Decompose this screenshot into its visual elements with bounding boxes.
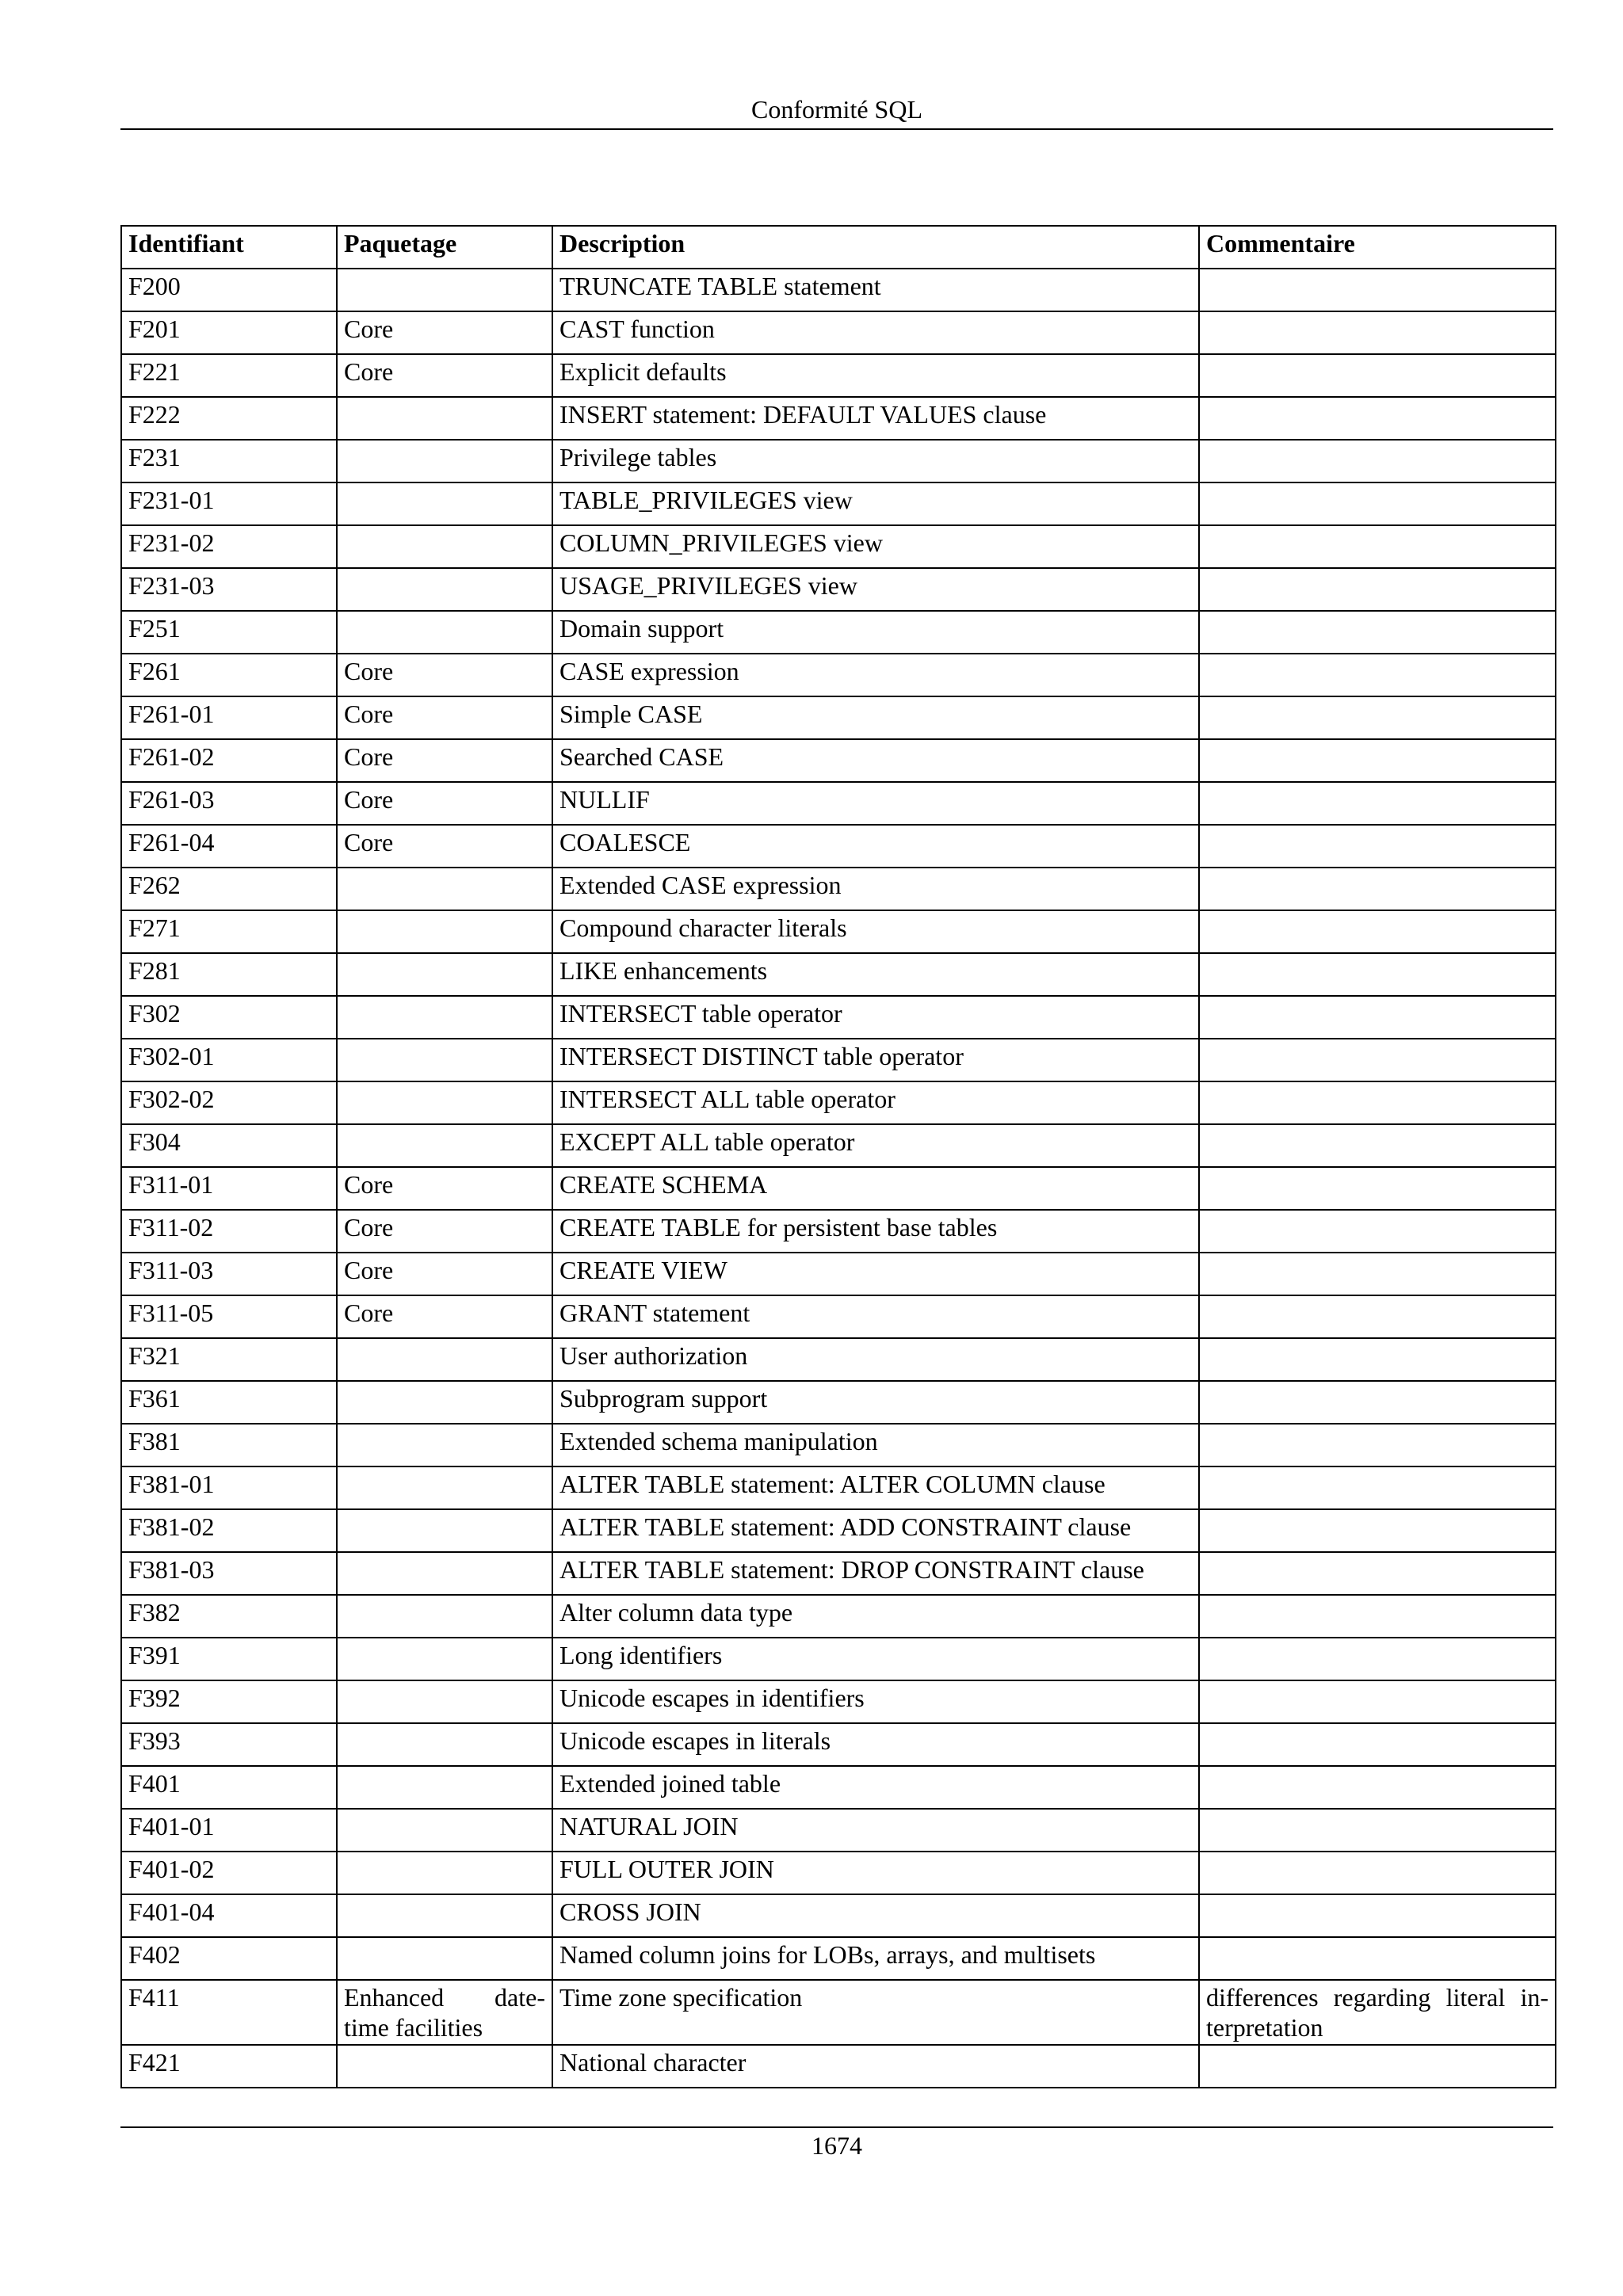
table-row — [121, 1381, 1556, 1424]
cell-description: Alter column data type — [552, 1595, 1199, 1638]
cell-commentaire — [1199, 611, 1556, 654]
cell-paquetage — [337, 868, 552, 910]
cell-paquetage — [337, 1552, 552, 1595]
cell-identifiant: F221 — [121, 354, 337, 397]
cell-identifiant: F391 — [121, 1638, 337, 1680]
cell-description: Unicode escapes in identifiers — [552, 1680, 1199, 1723]
column-header-identifiant: Identifiant — [121, 226, 337, 269]
table-header-row — [121, 226, 1556, 269]
cell-description: GRANT statement — [552, 1295, 1199, 1338]
cell-identifiant: F302-02 — [121, 1081, 337, 1124]
cell-identifiant: F381 — [121, 1424, 337, 1466]
cell-paquetage: Enhanced date-time facilities — [337, 1980, 552, 2045]
cell-description: Long identifiers — [552, 1638, 1199, 1680]
cell-paquetage — [337, 525, 552, 568]
cell-identifiant: F381-02 — [121, 1509, 337, 1552]
cell-description: Compound character literals — [552, 910, 1199, 953]
cell-identifiant: F231-03 — [121, 568, 337, 611]
cell-description: CREATE TABLE for persistent base tables — [552, 1210, 1199, 1253]
cell-identifiant: F401-01 — [121, 1809, 337, 1852]
cell-commentaire — [1199, 440, 1556, 482]
cell-identifiant: F200 — [121, 269, 337, 311]
cell-commentaire — [1199, 910, 1556, 953]
cell-commentaire — [1199, 482, 1556, 525]
cell-description: Subprogram support — [552, 1381, 1199, 1424]
table-row — [121, 1338, 1556, 1381]
cell-paquetage — [337, 1338, 552, 1381]
cell-commentaire — [1199, 1852, 1556, 1894]
cell-description: ALTER TABLE statement: DROP CONSTRAINT clause — [552, 1552, 1199, 1595]
cell-identifiant: F261-04 — [121, 825, 337, 868]
cell-commentaire — [1199, 1081, 1556, 1124]
cell-identifiant: F411 — [121, 1980, 337, 2045]
cell-commentaire — [1199, 696, 1556, 739]
cell-identifiant: F321 — [121, 1338, 337, 1381]
table-row — [121, 1253, 1556, 1295]
cell-paquetage: Core — [337, 782, 552, 825]
table-row — [121, 1509, 1556, 1552]
table-row — [121, 1809, 1556, 1852]
table-row — [121, 1723, 1556, 1766]
cell-paquetage: Core — [337, 1167, 552, 1210]
cell-description: ALTER TABLE statement: ADD CONSTRAINT clause — [552, 1509, 1199, 1552]
table-row — [121, 1894, 1556, 1937]
cell-paquetage — [337, 1039, 552, 1081]
cell-paquetage: Core — [337, 1210, 552, 1253]
cell-identifiant: F311-03 — [121, 1253, 337, 1295]
cell-identifiant: F401-02 — [121, 1852, 337, 1894]
cell-description: Searched CASE — [552, 739, 1199, 782]
cell-identifiant: F261-03 — [121, 782, 337, 825]
cell-identifiant: F311-05 — [121, 1295, 337, 1338]
cell-description: LIKE enhancements — [552, 953, 1199, 996]
cell-identifiant: F251 — [121, 611, 337, 654]
cell-identifiant: F261-01 — [121, 696, 337, 739]
table-row — [121, 1595, 1556, 1638]
cell-commentaire — [1199, 269, 1556, 311]
cell-description: Domain support — [552, 611, 1199, 654]
cell-paquetage: Core — [337, 739, 552, 782]
table-row — [121, 568, 1556, 611]
table-row — [121, 1980, 1556, 2045]
cell-commentaire — [1199, 953, 1556, 996]
cell-commentaire — [1199, 1766, 1556, 1809]
cell-commentaire — [1199, 739, 1556, 782]
cell-commentaire — [1199, 1253, 1556, 1295]
cell-commentaire: differences regarding literal in-terpretation — [1199, 1980, 1556, 2045]
table-row — [121, 782, 1556, 825]
table-row — [121, 1552, 1556, 1595]
table-row — [121, 1210, 1556, 1253]
cell-description: CAST function — [552, 311, 1199, 354]
column-header-commentaire: Commentaire — [1199, 226, 1556, 269]
cell-paquetage — [337, 1766, 552, 1809]
table-row — [121, 2045, 1556, 2088]
cell-description: Extended schema manipulation — [552, 1424, 1199, 1466]
cell-paquetage — [337, 440, 552, 482]
table-row — [121, 611, 1556, 654]
cell-commentaire — [1199, 1552, 1556, 1595]
table-row — [121, 1466, 1556, 1509]
page-number: 1674 — [812, 2131, 862, 2160]
cell-description: CASE expression — [552, 654, 1199, 696]
cell-description: Privilege tables — [552, 440, 1199, 482]
cell-commentaire — [1199, 1509, 1556, 1552]
cell-paquetage: Core — [337, 825, 552, 868]
cell-commentaire — [1199, 1039, 1556, 1081]
cell-paquetage — [337, 1509, 552, 1552]
cell-commentaire — [1199, 654, 1556, 696]
page-header — [120, 90, 1553, 130]
cell-description: NATURAL JOIN — [552, 1809, 1199, 1852]
cell-description: NULLIF — [552, 782, 1199, 825]
table-row — [121, 868, 1556, 910]
cell-commentaire — [1199, 2045, 1556, 2088]
cell-description: EXCEPT ALL table operator — [552, 1124, 1199, 1167]
cell-commentaire — [1199, 1595, 1556, 1638]
cell-paquetage — [337, 953, 552, 996]
cell-paquetage — [337, 1937, 552, 1980]
cell-commentaire — [1199, 397, 1556, 440]
cell-commentaire — [1199, 868, 1556, 910]
cell-commentaire — [1199, 825, 1556, 868]
cell-description: Named column joins for LOBs, arrays, and multisets — [552, 1937, 1199, 1980]
table-row — [121, 739, 1556, 782]
cell-commentaire — [1199, 525, 1556, 568]
cell-description: National character — [552, 2045, 1199, 2088]
table-row — [121, 311, 1556, 354]
table-row — [121, 1295, 1556, 1338]
cell-commentaire — [1199, 568, 1556, 611]
cell-description: ALTER TABLE statement: ALTER COLUMN clause — [552, 1466, 1199, 1509]
cell-identifiant: F271 — [121, 910, 337, 953]
cell-paquetage — [337, 1723, 552, 1766]
table-row — [121, 1081, 1556, 1124]
cell-identifiant: F302-01 — [121, 1039, 337, 1081]
cell-paquetage — [337, 1852, 552, 1894]
cell-description: Time zone specification — [552, 1980, 1199, 2045]
table-row — [121, 1424, 1556, 1466]
table-row — [121, 1039, 1556, 1081]
cell-paquetage — [337, 568, 552, 611]
cell-description: COLUMN_PRIVILEGES view — [552, 525, 1199, 568]
table-row — [121, 482, 1556, 525]
cell-identifiant: F302 — [121, 996, 337, 1039]
cell-identifiant: F281 — [121, 953, 337, 996]
cell-identifiant: F421 — [121, 2045, 337, 2088]
table-row — [121, 397, 1556, 440]
cell-paquetage: Core — [337, 654, 552, 696]
cell-commentaire — [1199, 1723, 1556, 1766]
cell-commentaire — [1199, 1680, 1556, 1723]
cell-identifiant: F231 — [121, 440, 337, 482]
cell-paquetage — [337, 910, 552, 953]
cell-identifiant: F231-01 — [121, 482, 337, 525]
cell-description: INTERSECT ALL table operator — [552, 1081, 1199, 1124]
cell-paquetage: Core — [337, 1295, 552, 1338]
cell-commentaire — [1199, 1937, 1556, 1980]
cell-commentaire — [1199, 354, 1556, 397]
table-row — [121, 953, 1556, 996]
cell-commentaire — [1199, 1381, 1556, 1424]
page-footer — [120, 2126, 1553, 2163]
cell-identifiant: F261-02 — [121, 739, 337, 782]
cell-commentaire — [1199, 1466, 1556, 1509]
cell-identifiant: F222 — [121, 397, 337, 440]
cell-paquetage: Core — [337, 354, 552, 397]
conformance-table — [120, 225, 1556, 2088]
cell-paquetage — [337, 482, 552, 525]
cell-description: FULL OUTER JOIN — [552, 1852, 1199, 1894]
cell-identifiant: F361 — [121, 1381, 337, 1424]
cell-description: Simple CASE — [552, 696, 1199, 739]
cell-paquetage — [337, 1466, 552, 1509]
cell-paquetage — [337, 1894, 552, 1937]
cell-description: INTERSECT table operator — [552, 996, 1199, 1039]
cell-description: CROSS JOIN — [552, 1894, 1199, 1937]
table-row — [121, 1852, 1556, 1894]
cell-paquetage — [337, 1124, 552, 1167]
table-row — [121, 696, 1556, 739]
cell-paquetage — [337, 1809, 552, 1852]
table-row — [121, 440, 1556, 482]
cell-paquetage — [337, 1595, 552, 1638]
page-header-title: Conformité SQL — [751, 95, 922, 124]
cell-identifiant: F401 — [121, 1766, 337, 1809]
cell-description: Explicit defaults — [552, 354, 1199, 397]
table-row — [121, 910, 1556, 953]
cell-identifiant: F382 — [121, 1595, 337, 1638]
cell-commentaire — [1199, 1210, 1556, 1253]
column-header-paquetage: Paquetage — [337, 226, 552, 269]
cell-description: TRUNCATE TABLE statement — [552, 269, 1199, 311]
cell-paquetage — [337, 397, 552, 440]
cell-identifiant: F261 — [121, 654, 337, 696]
cell-identifiant: F392 — [121, 1680, 337, 1723]
cell-commentaire — [1199, 1338, 1556, 1381]
cell-identifiant: F231-02 — [121, 525, 337, 568]
table-row — [121, 1937, 1556, 1980]
cell-paquetage — [337, 269, 552, 311]
cell-identifiant: F262 — [121, 868, 337, 910]
table-row — [121, 1124, 1556, 1167]
cell-identifiant: F311-01 — [121, 1167, 337, 1210]
cell-description: CREATE VIEW — [552, 1253, 1199, 1295]
cell-paquetage: Core — [337, 696, 552, 739]
cell-commentaire — [1199, 996, 1556, 1039]
cell-paquetage — [337, 996, 552, 1039]
cell-identifiant: F304 — [121, 1124, 337, 1167]
cell-identifiant: F401-04 — [121, 1894, 337, 1937]
cell-identifiant: F311-02 — [121, 1210, 337, 1253]
cell-paquetage — [337, 1680, 552, 1723]
cell-commentaire — [1199, 1809, 1556, 1852]
cell-commentaire — [1199, 1295, 1556, 1338]
cell-identifiant: F381-03 — [121, 1552, 337, 1595]
cell-commentaire — [1199, 1167, 1556, 1210]
table-body — [121, 269, 1556, 2088]
cell-commentaire — [1199, 782, 1556, 825]
cell-identifiant: F381-01 — [121, 1466, 337, 1509]
cell-description: Extended joined table — [552, 1766, 1199, 1809]
cell-description: USAGE_PRIVILEGES view — [552, 568, 1199, 611]
cell-commentaire — [1199, 1124, 1556, 1167]
cell-paquetage: Core — [337, 311, 552, 354]
table-row — [121, 1638, 1556, 1680]
table-row — [121, 825, 1556, 868]
cell-description: CREATE SCHEMA — [552, 1167, 1199, 1210]
cell-description: TABLE_PRIVILEGES view — [552, 482, 1199, 525]
table-row — [121, 1167, 1556, 1210]
table-row — [121, 1680, 1556, 1723]
cell-paquetage: Core — [337, 1253, 552, 1295]
cell-commentaire — [1199, 1638, 1556, 1680]
cell-paquetage — [337, 1381, 552, 1424]
table-row — [121, 525, 1556, 568]
cell-description: COALESCE — [552, 825, 1199, 868]
cell-description: Unicode escapes in literals — [552, 1723, 1199, 1766]
cell-description: User authorization — [552, 1338, 1199, 1381]
cell-paquetage — [337, 1081, 552, 1124]
table-row — [121, 996, 1556, 1039]
cell-paquetage — [337, 2045, 552, 2088]
cell-identifiant: F201 — [121, 311, 337, 354]
cell-paquetage — [337, 1638, 552, 1680]
cell-identifiant: F402 — [121, 1937, 337, 1980]
cell-paquetage — [337, 611, 552, 654]
table-row — [121, 269, 1556, 311]
cell-description: INSERT statement: DEFAULT VALUES clause — [552, 397, 1199, 440]
table-row — [121, 1766, 1556, 1809]
cell-commentaire — [1199, 1894, 1556, 1937]
column-header-description: Description — [552, 226, 1199, 269]
cell-identifiant: F393 — [121, 1723, 337, 1766]
cell-description: INTERSECT DISTINCT table operator — [552, 1039, 1199, 1081]
cell-description: Extended CASE expression — [552, 868, 1199, 910]
cell-paquetage — [337, 1424, 552, 1466]
cell-commentaire — [1199, 311, 1556, 354]
table-row — [121, 354, 1556, 397]
cell-commentaire — [1199, 1424, 1556, 1466]
table-row — [121, 654, 1556, 696]
